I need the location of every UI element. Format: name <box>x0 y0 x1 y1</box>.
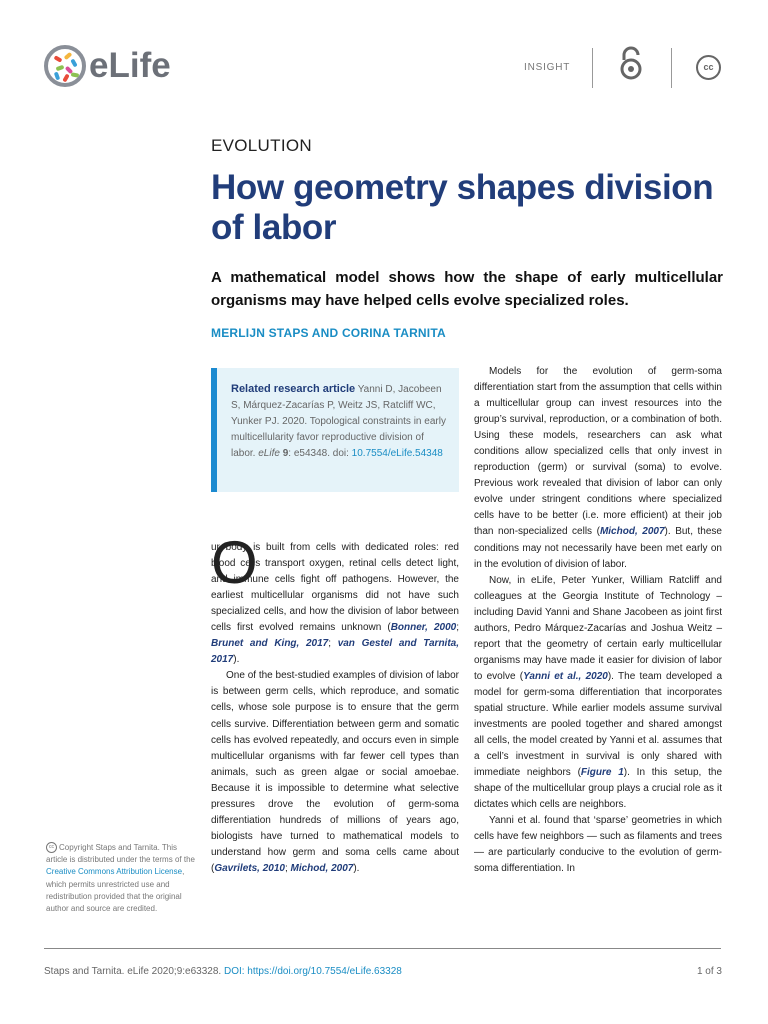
citation-link[interactable]: Gavrilets, 2010 <box>214 862 285 874</box>
right-column <box>474 364 722 878</box>
footer-doi-link[interactable]: DOI: https://doi.org/10.7554/eLife.63328 <box>223 966 402 977</box>
citation-link[interactable]: Bonner, 2000 <box>390 622 457 634</box>
left-column <box>211 540 459 877</box>
license-link[interactable]: Creative Commons Attribution License <box>46 867 183 877</box>
related-volume: 9 <box>282 448 289 459</box>
article-subtitle: A mathematical model shows how the shape of early multicellular organisms may have helped cells evolve specialized roles. <box>211 269 723 309</box>
section-label: EVOLUTION <box>211 136 312 155</box>
related-article-box <box>211 368 459 492</box>
page-number: 1 of 3 <box>696 966 722 977</box>
related-journal: eLife <box>258 448 280 459</box>
right-paragraph-1: Models for the evolution of germ-soma differentiation start from the assumption that cells within a multicellular group can invest resources into the group’s survival, reproduction, or a combination of both. Using these models, researchers can ask what conditions allow specialized cells that only invest in reproduction (germ) or survival (soma) to evolve. Previous work revealed that division of labor can only evolve under stringent conditions where specialized cells have to be better (i.e. more efficient) at their job than non-specialized cells (Michod, 2007). But, these conditions may not necessarily have been met early on in the evolution of division of labor. <box>474 366 722 570</box>
article-type-label: INSIGHT <box>524 62 571 73</box>
open-access-icon <box>615 46 647 87</box>
citation-link[interactable]: Michod, 2007 <box>290 862 354 874</box>
footer-divider <box>44 948 721 949</box>
right-paragraph-2: Now, in eLife, Peter Yunker, William Ratcliff and colleagues at the Georgia Institute of Technology – including David Yanni and Shane Jacobeen as joint first authors, Pedro Márquez-Zacarías and Joshua Weitz – report that the geometry of certain early multicellular organisms may have made it easier for division of labor to evolve (Yanni et al., 2020). The team developed a model for germ-soma differentiation that incorporates spatial structure. While earlier models assume survival investments are pooled together and shared amongst all cells, the model created by Yanni et al. assumes that a cell’s investment in survival is only shared with immediate neighbors (Figure 1). In this setup, the shape of the multicellular group plays a crucial role as it dictates which cells are neighbors. <box>474 574 723 811</box>
copyright-text-2: , which permits unrestricted use and redistribution provided that the original author and source are credited. <box>46 867 185 914</box>
citation-link[interactable]: Yanni et al., 2020 <box>523 670 608 682</box>
footer-citation-text: Staps and Tarnita. eLife 2020;9:e63328. <box>44 966 224 977</box>
cc-small-icon: cc <box>46 842 57 853</box>
header-divider <box>592 48 593 88</box>
left-paragraph-1: ur body is built from cells with dedicated roles: red blood cells transport oxygen, retinal cells detect light, and immune cells fight off pathogens. However, the earliest multicellular organisms did not have such specialized cells, and how the division of labor between cells first evolved remains unknown (Bonner, 2000; Brunet and King, 2017; van Gestel and Tarnita, 2017). <box>211 542 460 666</box>
creative-commons-icon: cc <box>696 55 721 80</box>
header-divider-2 <box>671 48 672 88</box>
drop-cap: O <box>211 529 258 596</box>
citation-link[interactable]: Figure 1 <box>580 767 624 779</box>
elife-logo-icon <box>44 45 86 87</box>
article-title: How geometry shapes division of labor <box>211 168 714 247</box>
elife-logo-text: eLife <box>89 46 171 85</box>
copyright-notice <box>46 842 196 915</box>
citation-link[interactable]: Michod, 2007 <box>599 526 665 538</box>
article-authors: MERLIJN STAPS AND CORINA TARNITA <box>211 326 446 340</box>
citation-link[interactable]: Brunet and King, 2017 <box>211 638 329 650</box>
right-paragraph-3: Yanni et al. found that ‘sparse’ geometries in which cells have few neighbors — such as filaments and trees — are particularly conducive to the evolution of germ-soma differentiation. In <box>474 815 722 875</box>
related-article-id: : e54348. doi: <box>288 448 352 459</box>
citation-link[interactable]: van Gestel and Tarnita, 2017 <box>211 638 460 666</box>
related-citation: Yanni D, Jacobeen S, Márquez-Zacarías P, Weitz JS, Ratcliff WC, Yunker PJ. 2020. Topological constraints in early multicellularity favor reproductive division of labor. <box>231 384 446 459</box>
copyright-text-1: Copyright Staps and Tarnita. This article is distributed under the terms of the <box>46 843 195 865</box>
related-label: Related research article <box>231 383 356 395</box>
left-paragraph-2: One of the best-studied examples of division of labor is between germ cells, which reproduce, and somatic cells, whose sole purpose is to ensure that the germ cells survive. Differentiation between germ and somatic cells has evolved repeatedly, and occurs even in simple multicellular organisms with far fewer cell types than animals, such as green algae or social amoebae. Because it is impossible to determine what selective pressures drove the evolution of germ-soma differentiation hundreds of millions of years ago, biologists have turned to mathematical models to understand how germ and soma cells came about (Gavrilets, 2010; Michod, 2007). <box>211 670 459 874</box>
footer-citation <box>44 966 402 977</box>
related-doi-link[interactable]: 10.7554/eLife.54348 <box>351 448 443 459</box>
